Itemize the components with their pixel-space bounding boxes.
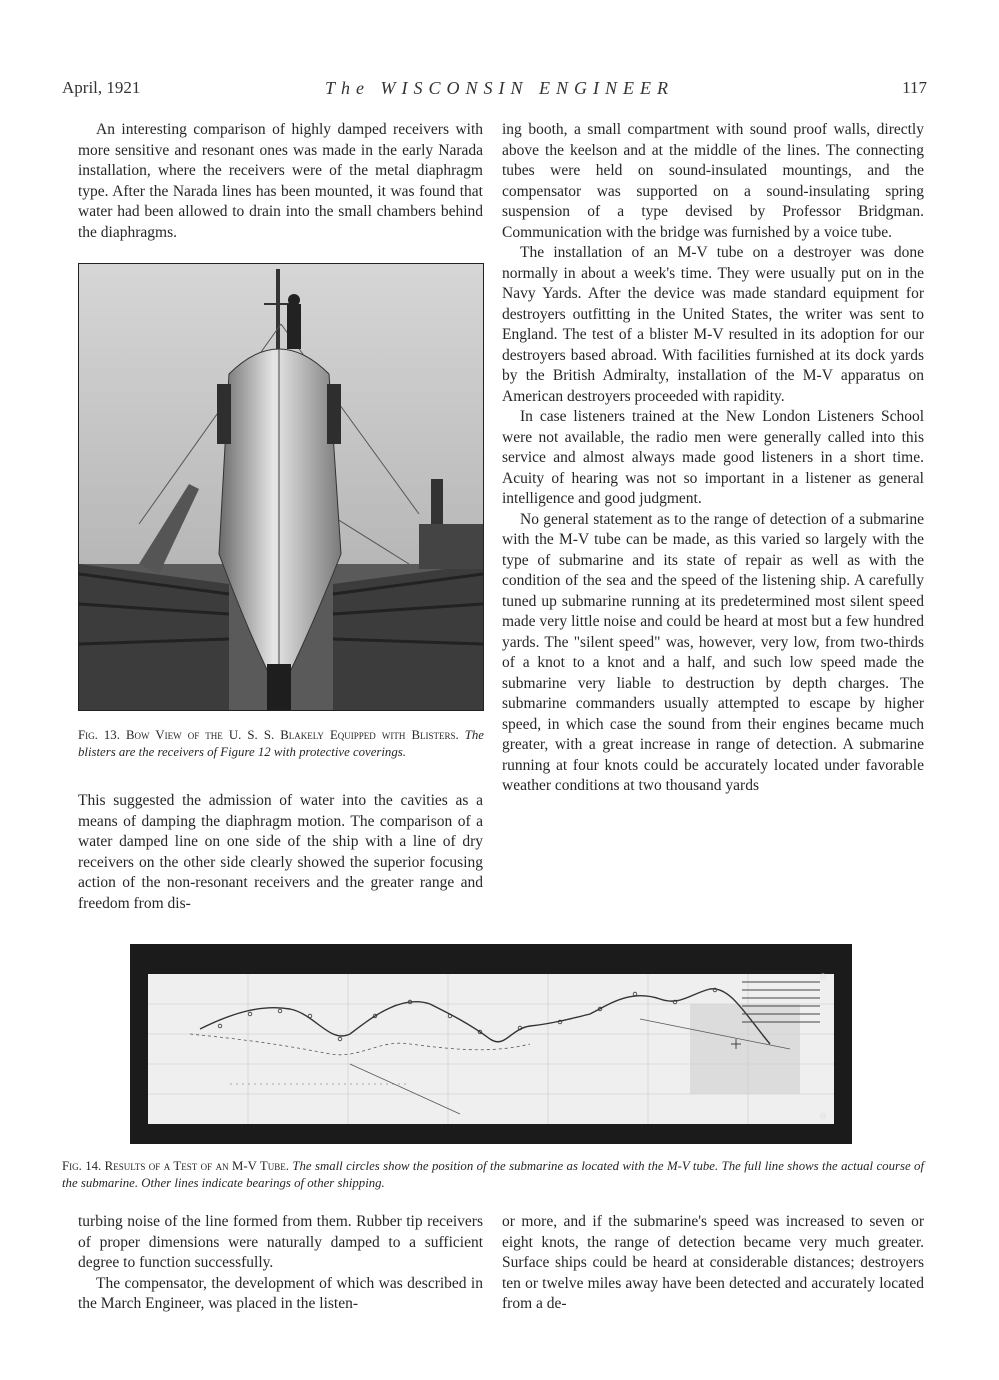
figure-13-caption (78, 727, 484, 761)
figure-13-label: Fig. 13. Bow View of the U. S. S. Blakely Equipped with Blisters. (78, 728, 459, 742)
header-date: April, 1921 (62, 78, 141, 97)
bottom-right-column (502, 1212, 924, 1315)
left-column-bottom (78, 791, 483, 914)
figure-14-chart (130, 944, 852, 1144)
page-number: 117 (902, 78, 927, 97)
figure-13-photo (78, 263, 484, 711)
paragraph: This suggested the admission of water into the cavities as a means of damping the diaphragm motion. The comparison of a water damped line on one side of the ship with a line of dry receivers on the other side clearly showed the superior focusing action of the non-resonant receivers and the greater range and freedom from dis- (78, 792, 483, 912)
paragraph: The installation of an M-V tube on a destroyer was done normally in about a week's time. They were usually put on in the Navy Yards. After the device was made standard equipment for destroyers outfitting in the United States, the writer was sent to England. The test of a blister M-V resulted in its adoption for our destroyers based abroad. With facilities furnished at its dock yards by the British Admiralty, installation of the M-V apparatus on American destroyers proceeded with rapidity. (502, 244, 924, 405)
figure-14-label: Fig. 14. Results of a Test of an M-V Tube. (62, 1159, 289, 1173)
figure-14-caption (62, 1158, 924, 1192)
paragraph: turbing noise of the line formed from them. Rubber tip receivers of proper dimensions were naturally damped to a sufficient degree to function successfully. (78, 1213, 483, 1271)
paragraph: or more, and if the submarine's speed was increased to seven or eight knots, the range of detection became very much greater. Surface ships could be heard at considerable distances; destroyers ten or twelve miles away have been detected and accurately located from a de- (502, 1213, 924, 1312)
paragraph: No general statement as to the range of detection of a submarine with the M-V tube can be made, as this varied so largely with the type of submarine and its state of repair as well as with the condition of the sea and the speed of the listening ship. A carefully tuned up submarine running at its predetermined most silent speed made very little noise and could be heard at most but a few hundred yards. The "silent speed" was, however, very low, from two-thirds of a knot to a knot and a half, and such low speed made the submarine very liable to destruction by depth charges. The submarine commanders usually attempted to escape by higher speed, in which case the sound from their engines became much greater, with a great increase in range of detection. A submarine running at four knots could be accurately located under favorable weather conditions at two thousand yards (502, 510, 924, 794)
paragraph: In case listeners trained at the New London Listeners School were not available, the radio men were generally called into this service and almost always made good listeners in a short time. Acuity of hearing was not so important in a listener as general intelligence and good judgment. (502, 408, 924, 507)
paragraph: An interesting comparison of highly damped receivers with more sensitive and resonant ones was made in the early Narada installation, where the receivers were of the metal diaphragm type. After the Narada lines has been mounted, it was found that water had been allowed to drain into the small chambers behind the diaphragms. (78, 121, 483, 241)
figure-13-text: The blisters are the receivers of Figure 12 with protective coverings. (78, 728, 484, 759)
figure-14-text: The small circles show the position of the submarine as located with the M-V tube. The full line shows the actual course of the submarine. Other lines indicate bearings of other shipping. (62, 1159, 925, 1190)
journal-title: The WISCONSIN ENGINEER (325, 78, 674, 98)
paragraph: The compensator, the development of which was described in the March Engineer, was placed in the listen- (78, 1274, 483, 1312)
right-column (502, 120, 924, 797)
left-column-top (78, 120, 483, 243)
bottom-left-column (78, 1212, 483, 1315)
paragraph: ing booth, a small compartment with sound proof walls, directly above the keelson and at the middle of the lines. The connecting tubes were held on sound-insulated mountings, and the compensator was supported on a sound-insulating spring suspension of a type devised by Professor Bridgman. Communication with the bridge was furnished by a voice tube. (502, 121, 924, 241)
